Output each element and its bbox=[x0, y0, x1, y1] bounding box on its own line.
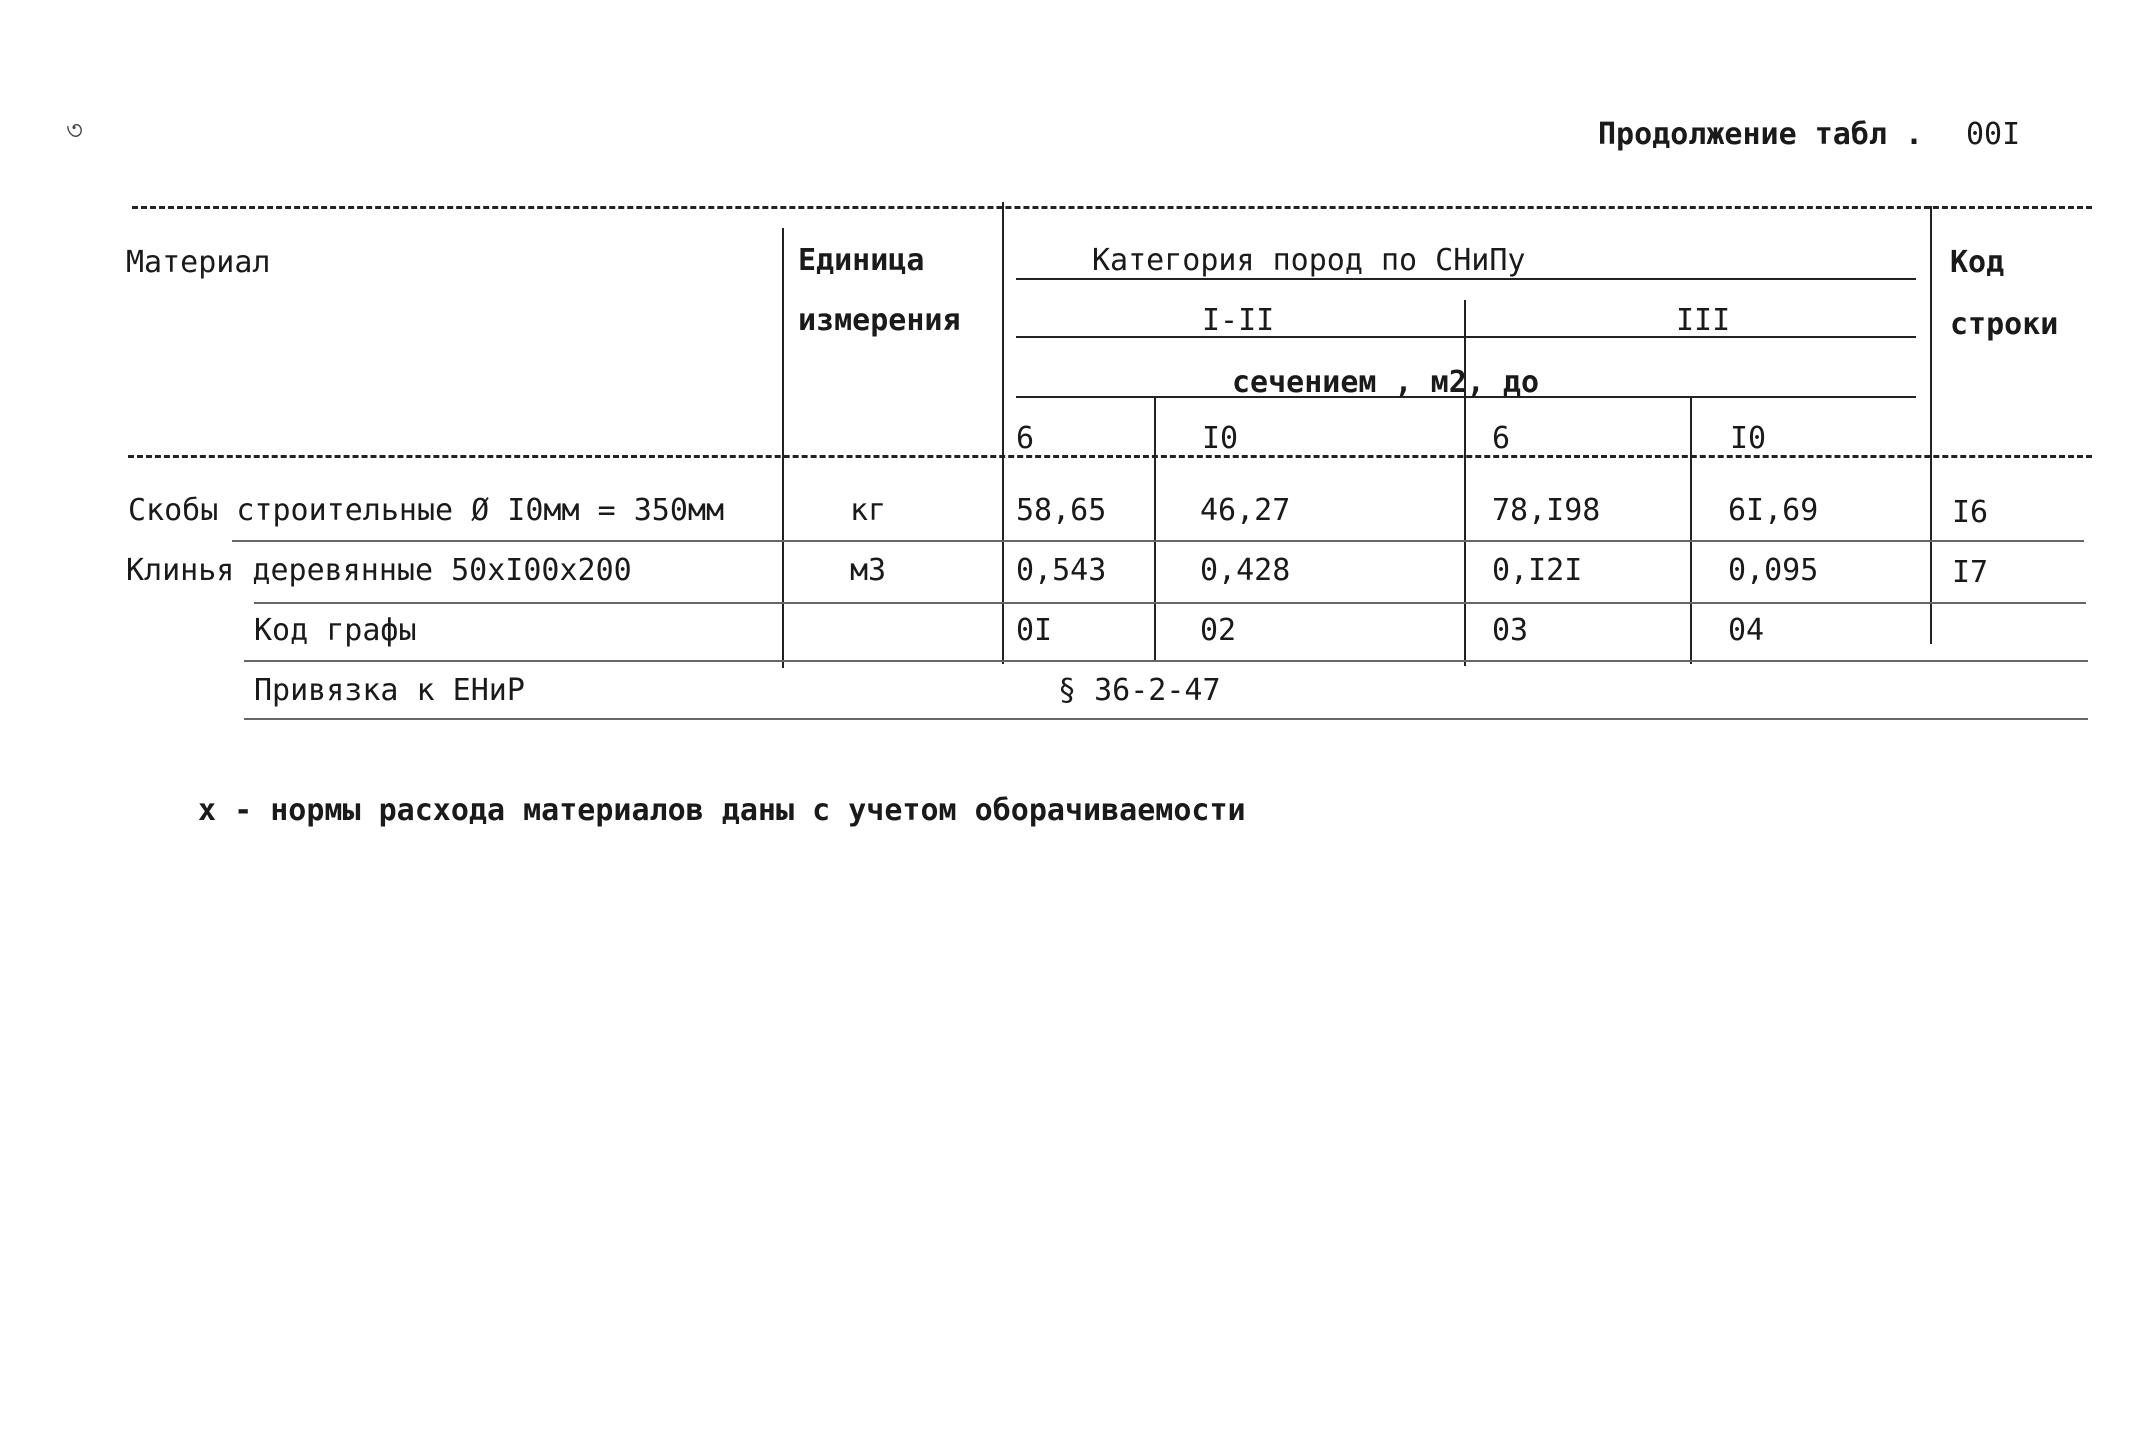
col-divider-code bbox=[1930, 206, 1932, 644]
continuation-label: Продолжение табл . bbox=[1598, 117, 1924, 152]
corner-mark: ৩ bbox=[66, 116, 83, 146]
binding-label: Привязка к ЕНиР bbox=[254, 673, 525, 708]
row-2-bottom-line bbox=[254, 602, 2086, 604]
header-sub-4: I0 bbox=[1730, 421, 1767, 456]
category-underline bbox=[1016, 278, 1916, 280]
group-underline bbox=[1016, 336, 1916, 338]
column-code-1: 0I bbox=[1016, 613, 1053, 648]
row-1-code: I6 bbox=[1952, 495, 1989, 530]
binding-value: § 36-2-47 bbox=[1058, 673, 1221, 708]
header-sub-1: 6 bbox=[1016, 421, 1035, 456]
row-1-value-1: 58,65 bbox=[1016, 493, 1107, 528]
row-2-code: I7 bbox=[1952, 555, 1989, 590]
footnote: х - нормы расхода материалов даны с учетом оборачиваемости bbox=[198, 793, 1246, 828]
column-codes-bottom-line bbox=[244, 660, 2088, 662]
row-2-value-1: 0,543 bbox=[1016, 553, 1107, 588]
row-1-value-4: 6I,69 bbox=[1728, 493, 1819, 528]
col-divider-values bbox=[1002, 202, 1004, 664]
column-code-3: 03 bbox=[1492, 613, 1529, 648]
col-divider-sub-1 bbox=[1154, 398, 1156, 660]
header-code-line2: строки bbox=[1950, 307, 2059, 342]
column-code-4: 04 bbox=[1728, 613, 1765, 648]
header-material: Материал bbox=[126, 245, 271, 280]
header-unit-line1: Единица bbox=[798, 243, 925, 278]
header-group-3: III bbox=[1676, 303, 1731, 338]
row-1-bottom-line bbox=[232, 540, 2084, 542]
row-2-name: Клинья деревянные 50хI00х200 bbox=[126, 553, 632, 588]
col-divider-group bbox=[1464, 300, 1466, 666]
row-1-name: Скобы строительные Ø I0мм = 350мм bbox=[128, 493, 725, 528]
header-unit-line2: измерения bbox=[798, 303, 961, 338]
row-2-value-2: 0,428 bbox=[1200, 553, 1291, 588]
row-2-value-3: 0,I2I bbox=[1492, 553, 1583, 588]
header-group-1-2: I-II bbox=[1202, 303, 1275, 338]
binding-bottom-line bbox=[244, 718, 2088, 720]
column-codes-label: Код графы bbox=[254, 613, 417, 648]
header-section: сечением , м2, до bbox=[1232, 365, 1540, 400]
table-number: 00I bbox=[1966, 117, 2021, 152]
row-2-unit: м3 bbox=[850, 553, 887, 588]
header-bottom-dashed-line bbox=[128, 455, 2092, 458]
row-2-value-4: 0,095 bbox=[1728, 553, 1819, 588]
row-1-value-3: 78,I98 bbox=[1492, 493, 1601, 528]
header-category: Категория пород по СНиПу bbox=[1092, 243, 1526, 278]
header-code-line1: Код bbox=[1950, 245, 2005, 280]
header-sub-2: I0 bbox=[1202, 421, 1239, 456]
header-sub-3: 6 bbox=[1492, 421, 1511, 456]
column-code-2: 02 bbox=[1200, 613, 1237, 648]
row-1-unit: кг bbox=[850, 493, 887, 528]
col-divider-sub-3 bbox=[1690, 398, 1692, 664]
row-1-value-2: 46,27 bbox=[1200, 493, 1291, 528]
table-top-dashed-line bbox=[132, 206, 2092, 209]
